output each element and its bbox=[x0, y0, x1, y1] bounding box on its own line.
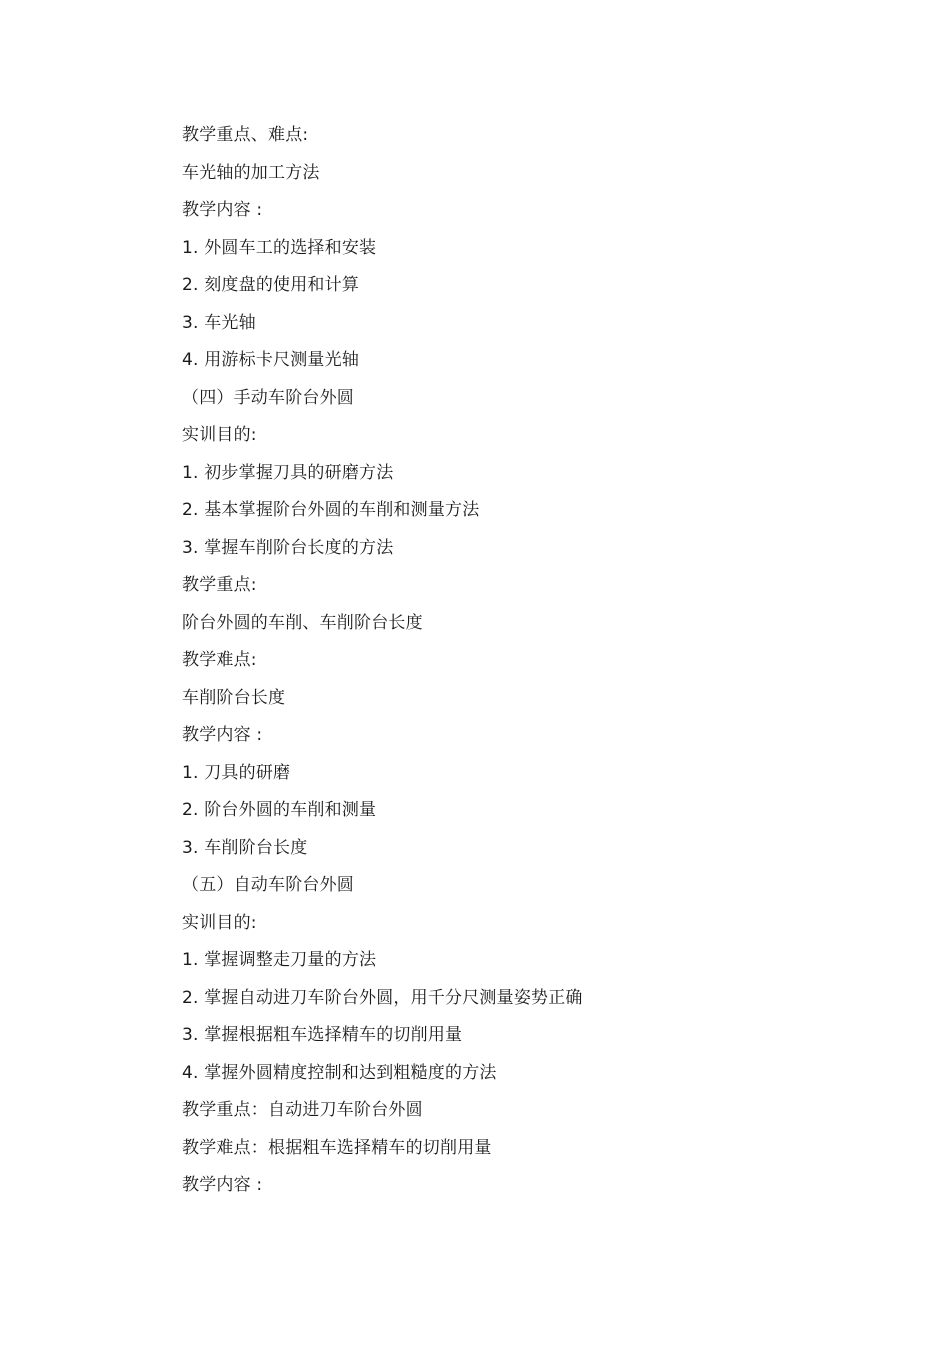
document-body bbox=[182, 122, 882, 1210]
section-heading: （五）自动车阶台外圆 bbox=[182, 875, 354, 895]
text-line: 车光轴的加工方法 bbox=[182, 162, 320, 183]
heading-teaching-content: 教学内容 : bbox=[182, 725, 263, 745]
list-item: 3. 车削阶台长度 bbox=[182, 837, 308, 858]
list-item: 1. 初步掌握刀具的研磨方法 bbox=[182, 462, 394, 483]
text-line: 车削阶台长度 bbox=[182, 687, 286, 708]
list-item: 1. 掌握调整走刀量的方法 bbox=[182, 950, 377, 970]
list-item: 4. 掌握外圆精度控制和达到粗糙度的方法 bbox=[182, 1062, 497, 1083]
section-heading: （四）手动车阶台外圆 bbox=[182, 387, 354, 408]
list-item: 1. 外圆车工的选择和安装 bbox=[182, 237, 377, 258]
list-item: 4. 用游标卡尺测量光轴 bbox=[182, 350, 360, 370]
list-item: 2. 刻度盘的使用和计算 bbox=[182, 275, 360, 295]
heading-key-points: 教学重点: bbox=[182, 575, 257, 595]
heading-training-objectives: 实训目的: bbox=[182, 912, 257, 933]
list-item: 2. 掌握自动进刀车阶台外圆，用千分尺测量姿势正确 bbox=[182, 987, 583, 1008]
list-item: 3. 掌握根据粗车选择精车的切削用量 bbox=[182, 1025, 463, 1045]
text-line: 阶台外圆的车削、车削阶台长度 bbox=[182, 612, 423, 633]
heading-teaching-content: 教学内容 : bbox=[182, 200, 263, 220]
heading-teaching-content: 教学内容 : bbox=[182, 1175, 263, 1195]
heading-training-objectives: 实训目的: bbox=[182, 425, 257, 445]
list-item: 2. 阶台外圆的车削和测量 bbox=[182, 800, 377, 820]
list-item: 2. 基本掌握阶台外圆的车削和测量方法 bbox=[182, 500, 480, 520]
list-item: 3. 掌握车削阶台长度的方法 bbox=[182, 537, 394, 558]
difficult-points-line: 教学难点：根据粗车选择精车的切削用量 bbox=[182, 1137, 492, 1158]
heading-key-difficult-points: 教学重点、难点: bbox=[182, 125, 309, 145]
key-points-line: 教学重点：自动进刀车阶台外圆 bbox=[182, 1100, 423, 1120]
list-item: 1. 刀具的研磨 bbox=[182, 762, 291, 783]
list-item: 3. 车光轴 bbox=[182, 312, 256, 333]
heading-difficult-points: 教学难点: bbox=[182, 650, 257, 670]
